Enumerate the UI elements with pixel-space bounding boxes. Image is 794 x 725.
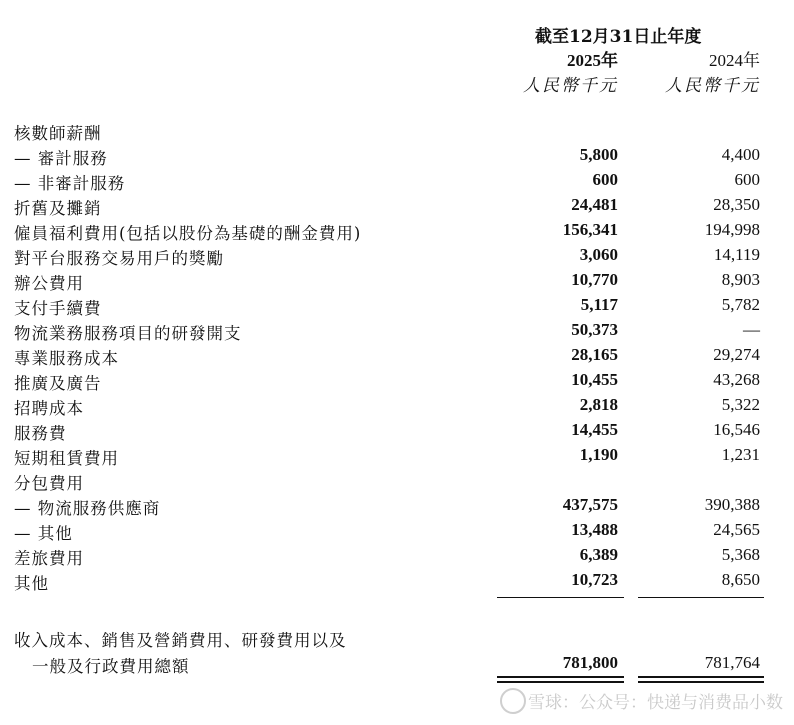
total-double-rule-top-2024 [638,676,764,678]
value-2024: 14,119 [713,245,760,264]
unit-current-header: 人民幣千元 [523,76,618,96]
unit-prior-header: 人民幣千元 [665,76,760,96]
table-row [0,420,794,445]
value-2024: — [743,320,760,339]
table-row [0,195,794,220]
subtotal-rule-2024 [638,597,764,598]
total-row-line1 [0,627,794,652]
row-label: — 物流服務供應商 [14,499,161,518]
value-2025: 1,190 [579,445,618,464]
value-2025: 5,800 [579,145,618,164]
subtotal-rule-2025 [497,597,624,598]
table-row [0,320,794,345]
row-label: 短期租賃費用 [14,449,119,468]
table-row [0,270,794,295]
total-row-line2 [0,653,794,678]
value-2025: 13,488 [571,520,618,539]
value-2025: 10,455 [571,370,618,389]
value-2024: 5,782 [721,295,760,314]
total-double-rule-bottom-2025 [497,681,624,683]
value-2025: 28,165 [571,345,618,364]
total-label-line1: 收入成本、銷售及營銷費用、研發費用以及 [14,631,347,650]
value-2025: 437,575 [562,495,618,514]
value-2025: 10,723 [571,570,618,589]
row-label: 其他 [14,574,49,593]
table-row [0,145,794,170]
value-2024: 194,998 [704,220,760,239]
total-value-2024: 781,764 [704,653,760,672]
table-row [0,295,794,320]
value-2025: 50,373 [571,320,618,339]
value-2024: 43,268 [713,370,760,389]
value-2024: 5,322 [721,395,760,414]
row-label: 支付手續費 [14,299,102,318]
total-double-rule-top-2025 [497,676,624,678]
table-row [0,445,794,470]
row-label: 僱員福利費用(包括以股份為基礎的酬金費用) [14,224,362,243]
table-row [0,245,794,270]
table-row [0,470,794,495]
table-row [0,495,794,520]
row-label: 招聘成本 [14,399,84,418]
row-label: 專業服務成本 [14,349,119,368]
table-row [0,220,794,245]
value-2024: 5,368 [721,545,760,564]
table-row [0,120,794,145]
value-2024: 8,903 [721,270,760,289]
value-2025: 3,060 [579,245,618,264]
value-2024: 8,650 [721,570,760,589]
row-label: — 其他 [14,524,73,543]
table-row [0,520,794,545]
watermark-logo-icon [500,688,526,714]
value-2025: 600 [592,170,618,189]
row-label: 折舊及攤銷 [14,199,102,218]
row-label: 服務費 [14,424,67,443]
total-label-line2: 一般及行政費用總額 [32,657,190,676]
value-2025: 14,455 [571,420,618,439]
table-row [0,345,794,370]
row-label: 差旅費用 [14,549,84,568]
watermark: 雪球：公众号：快递与消费品小数 [528,693,783,713]
row-label: 物流業務服務項目的研發開支 [14,324,242,343]
total-value-2025: 781,800 [562,653,618,672]
value-2025: 24,481 [571,195,618,214]
value-2024: 24,565 [713,520,760,539]
row-label: 推廣及廣告 [14,374,102,393]
value-2025: 10,770 [571,270,618,289]
year-current-header: 2025年 [567,51,618,70]
period-header: 截至12月31日止年度 [535,27,702,47]
value-2024: 28,350 [713,195,760,214]
value-2025: 5,117 [580,295,618,314]
table-row [0,370,794,395]
row-label: 對平台服務交易用戶的獎勵 [14,249,224,268]
value-2025: 2,818 [579,395,618,414]
value-2024: 390,388 [704,495,760,514]
value-2024: 1,231 [721,445,760,464]
table-row [0,545,794,570]
value-2024: 600 [734,170,760,189]
value-2024: 29,274 [713,345,760,364]
row-label: — 非審計服務 [14,174,126,193]
value-2025: 156,341 [562,220,618,239]
total-double-rule-bottom-2024 [638,681,764,683]
row-label: — 審計服務 [14,149,108,168]
row-label: 分包費用 [14,474,84,493]
value-2024: 16,546 [713,420,760,439]
table-row [0,395,794,420]
value-2024: 4,400 [721,145,760,164]
row-label: 辦公費用 [14,274,84,293]
table-row [0,170,794,195]
year-prior-header: 2024年 [709,51,760,70]
value-2025: 6,389 [579,545,618,564]
table-row [0,570,794,595]
row-label: 核數師薪酬 [14,124,102,143]
